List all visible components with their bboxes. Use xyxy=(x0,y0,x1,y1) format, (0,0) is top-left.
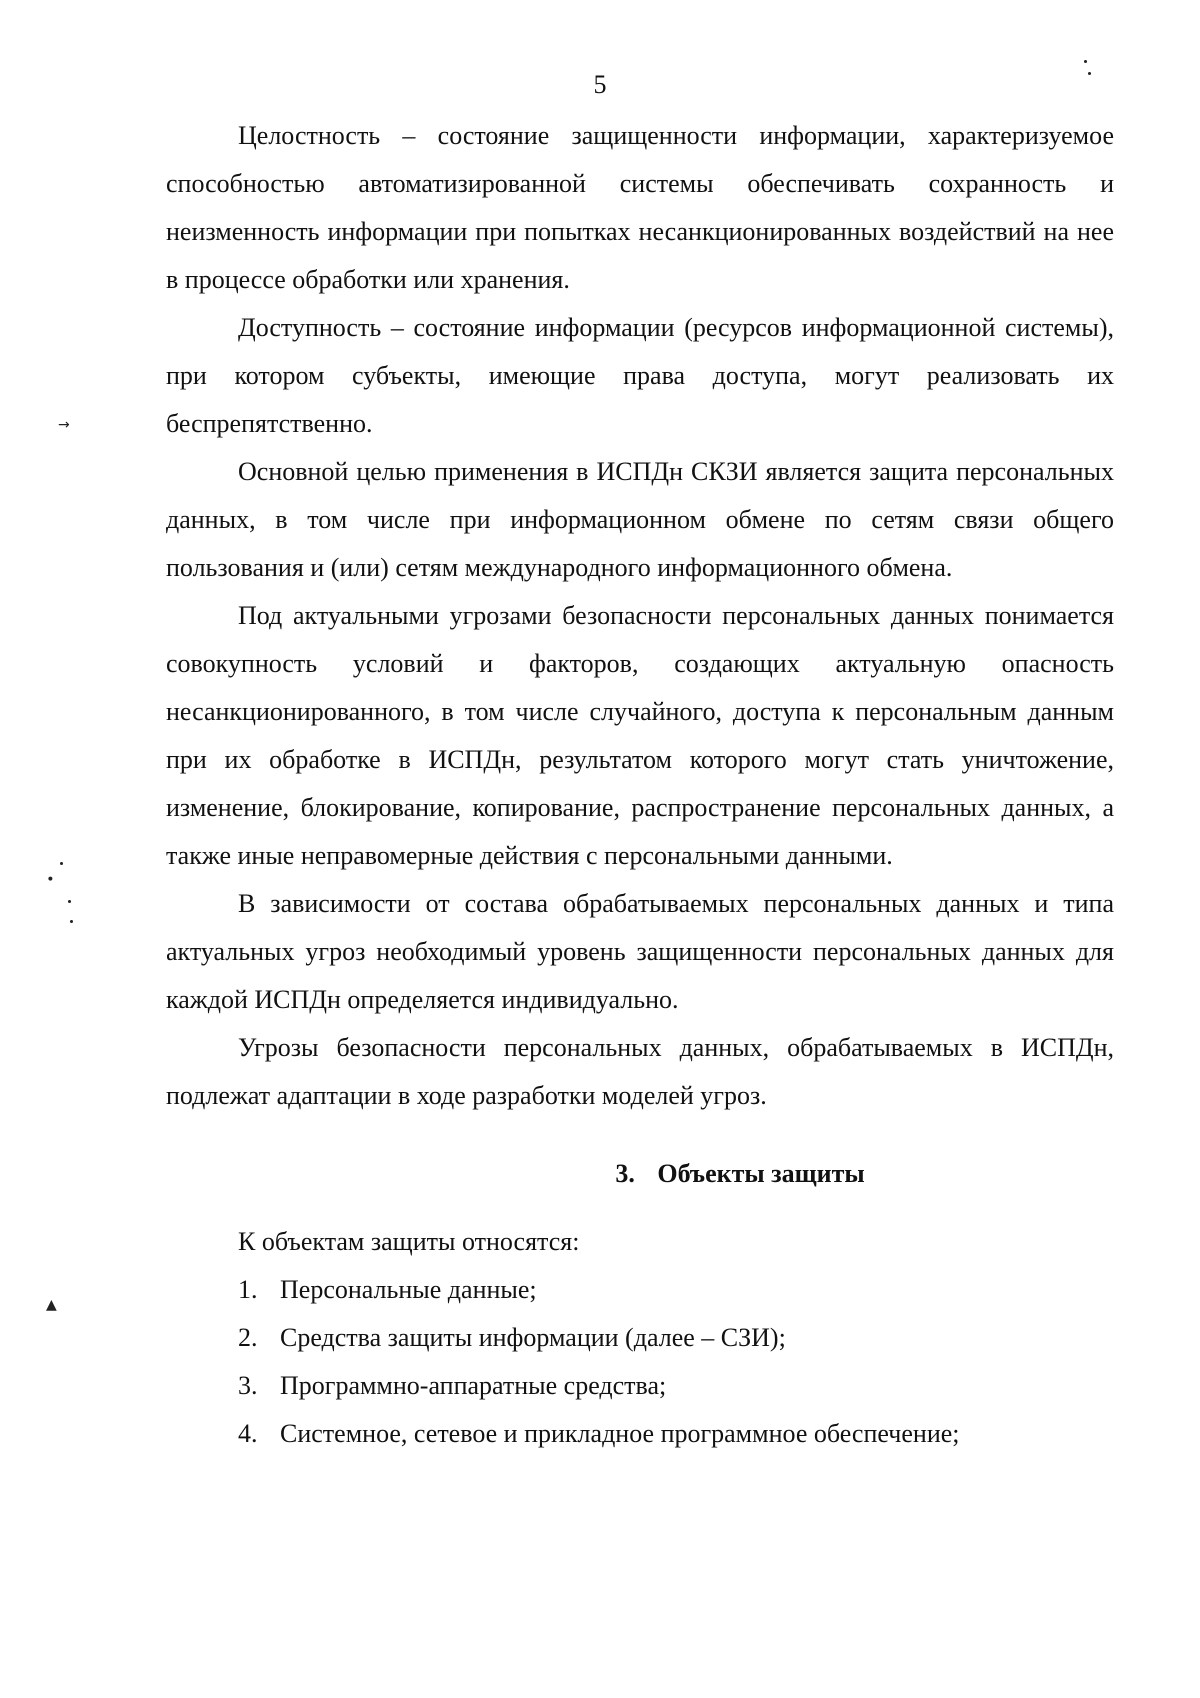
list-item-text: Системное, сетевое и прикладное программное обеспечение; xyxy=(280,1419,960,1448)
paragraph-security-level: В зависимости от состава обрабатываемых персональных данных и типа актуальных угроз необходимый уровень защищенности персональных данных для каждой ИСПДн определяется индивидуально. xyxy=(166,889,1114,1014)
paragraph-threat-adaptation: Угрозы безопасности персональных данных, обрабатываемых в ИСПДн, подлежат адаптации в ходе разработки моделей угроз. xyxy=(166,1033,1114,1110)
list-item xyxy=(166,1314,1114,1362)
list-item xyxy=(166,1362,1114,1410)
section-heading xyxy=(166,1150,1114,1198)
list-item-number: 2. xyxy=(238,1323,258,1352)
page-number: 5 xyxy=(593,70,607,99)
list-item-text: Персональные данные; xyxy=(280,1275,537,1304)
paragraph-threats: Под актуальными угрозами безопасности персональных данных понимается совокупность условий и факторов, создающих актуальную опасность несанкционированного, в том числе случайного, доступа к персональным данным при их обработке в ИСПДн, результатом которого могут стать уничтожение, изменение, блокирование, копирование, распространение персональных данных, а также иные неправомерные действия с персональными данными. xyxy=(166,601,1114,870)
scan-speck xyxy=(60,862,63,865)
section-number: 3. xyxy=(615,1159,635,1188)
scan-speck: ∙ xyxy=(46,871,55,887)
section-intro: К объектам защиты относятся: xyxy=(238,1227,580,1256)
scan-speck: ▲ xyxy=(46,1297,57,1313)
list-item-text: Средства защиты информации (далее – СЗИ); xyxy=(280,1323,786,1352)
scan-speck xyxy=(1084,60,1087,63)
list-item xyxy=(166,1266,1114,1314)
list-item-text: Программно-аппаратные средства; xyxy=(280,1371,667,1400)
paragraph-integrity: Целостность – состояние защищенности информации, характеризуемое способностью автоматизированной системы обеспечивать сохранность и неизменность информации при попытках несанкционированных воздействий на нее в процессе обработки или хранения. xyxy=(166,121,1114,294)
document-body xyxy=(166,112,1114,1458)
paragraph-main-goal: Основной целью применения в ИСПДн СКЗИ является защита персональных данных, в том числе при информационном обмене по сетям связи общего пользования и (или) сетям международного информационного обмена. xyxy=(166,457,1114,582)
list-item-number: 1. xyxy=(238,1275,258,1304)
paragraph-availability: Доступность – состояние информации (ресурсов информационной системы), при котором субъекты, имеющие права доступа, могут реализовать их беспрепятственно. xyxy=(166,313,1114,438)
list-item xyxy=(166,1410,1114,1458)
scan-speck xyxy=(68,900,71,903)
list-item-number: 4. xyxy=(238,1419,258,1448)
section-title: Объекты защиты xyxy=(657,1159,865,1188)
scan-speck: → xyxy=(58,417,70,433)
scan-speck xyxy=(1088,72,1091,75)
scan-speck xyxy=(70,920,73,923)
list-item-number: 3. xyxy=(238,1371,258,1400)
protected-objects-list xyxy=(166,1266,1114,1458)
